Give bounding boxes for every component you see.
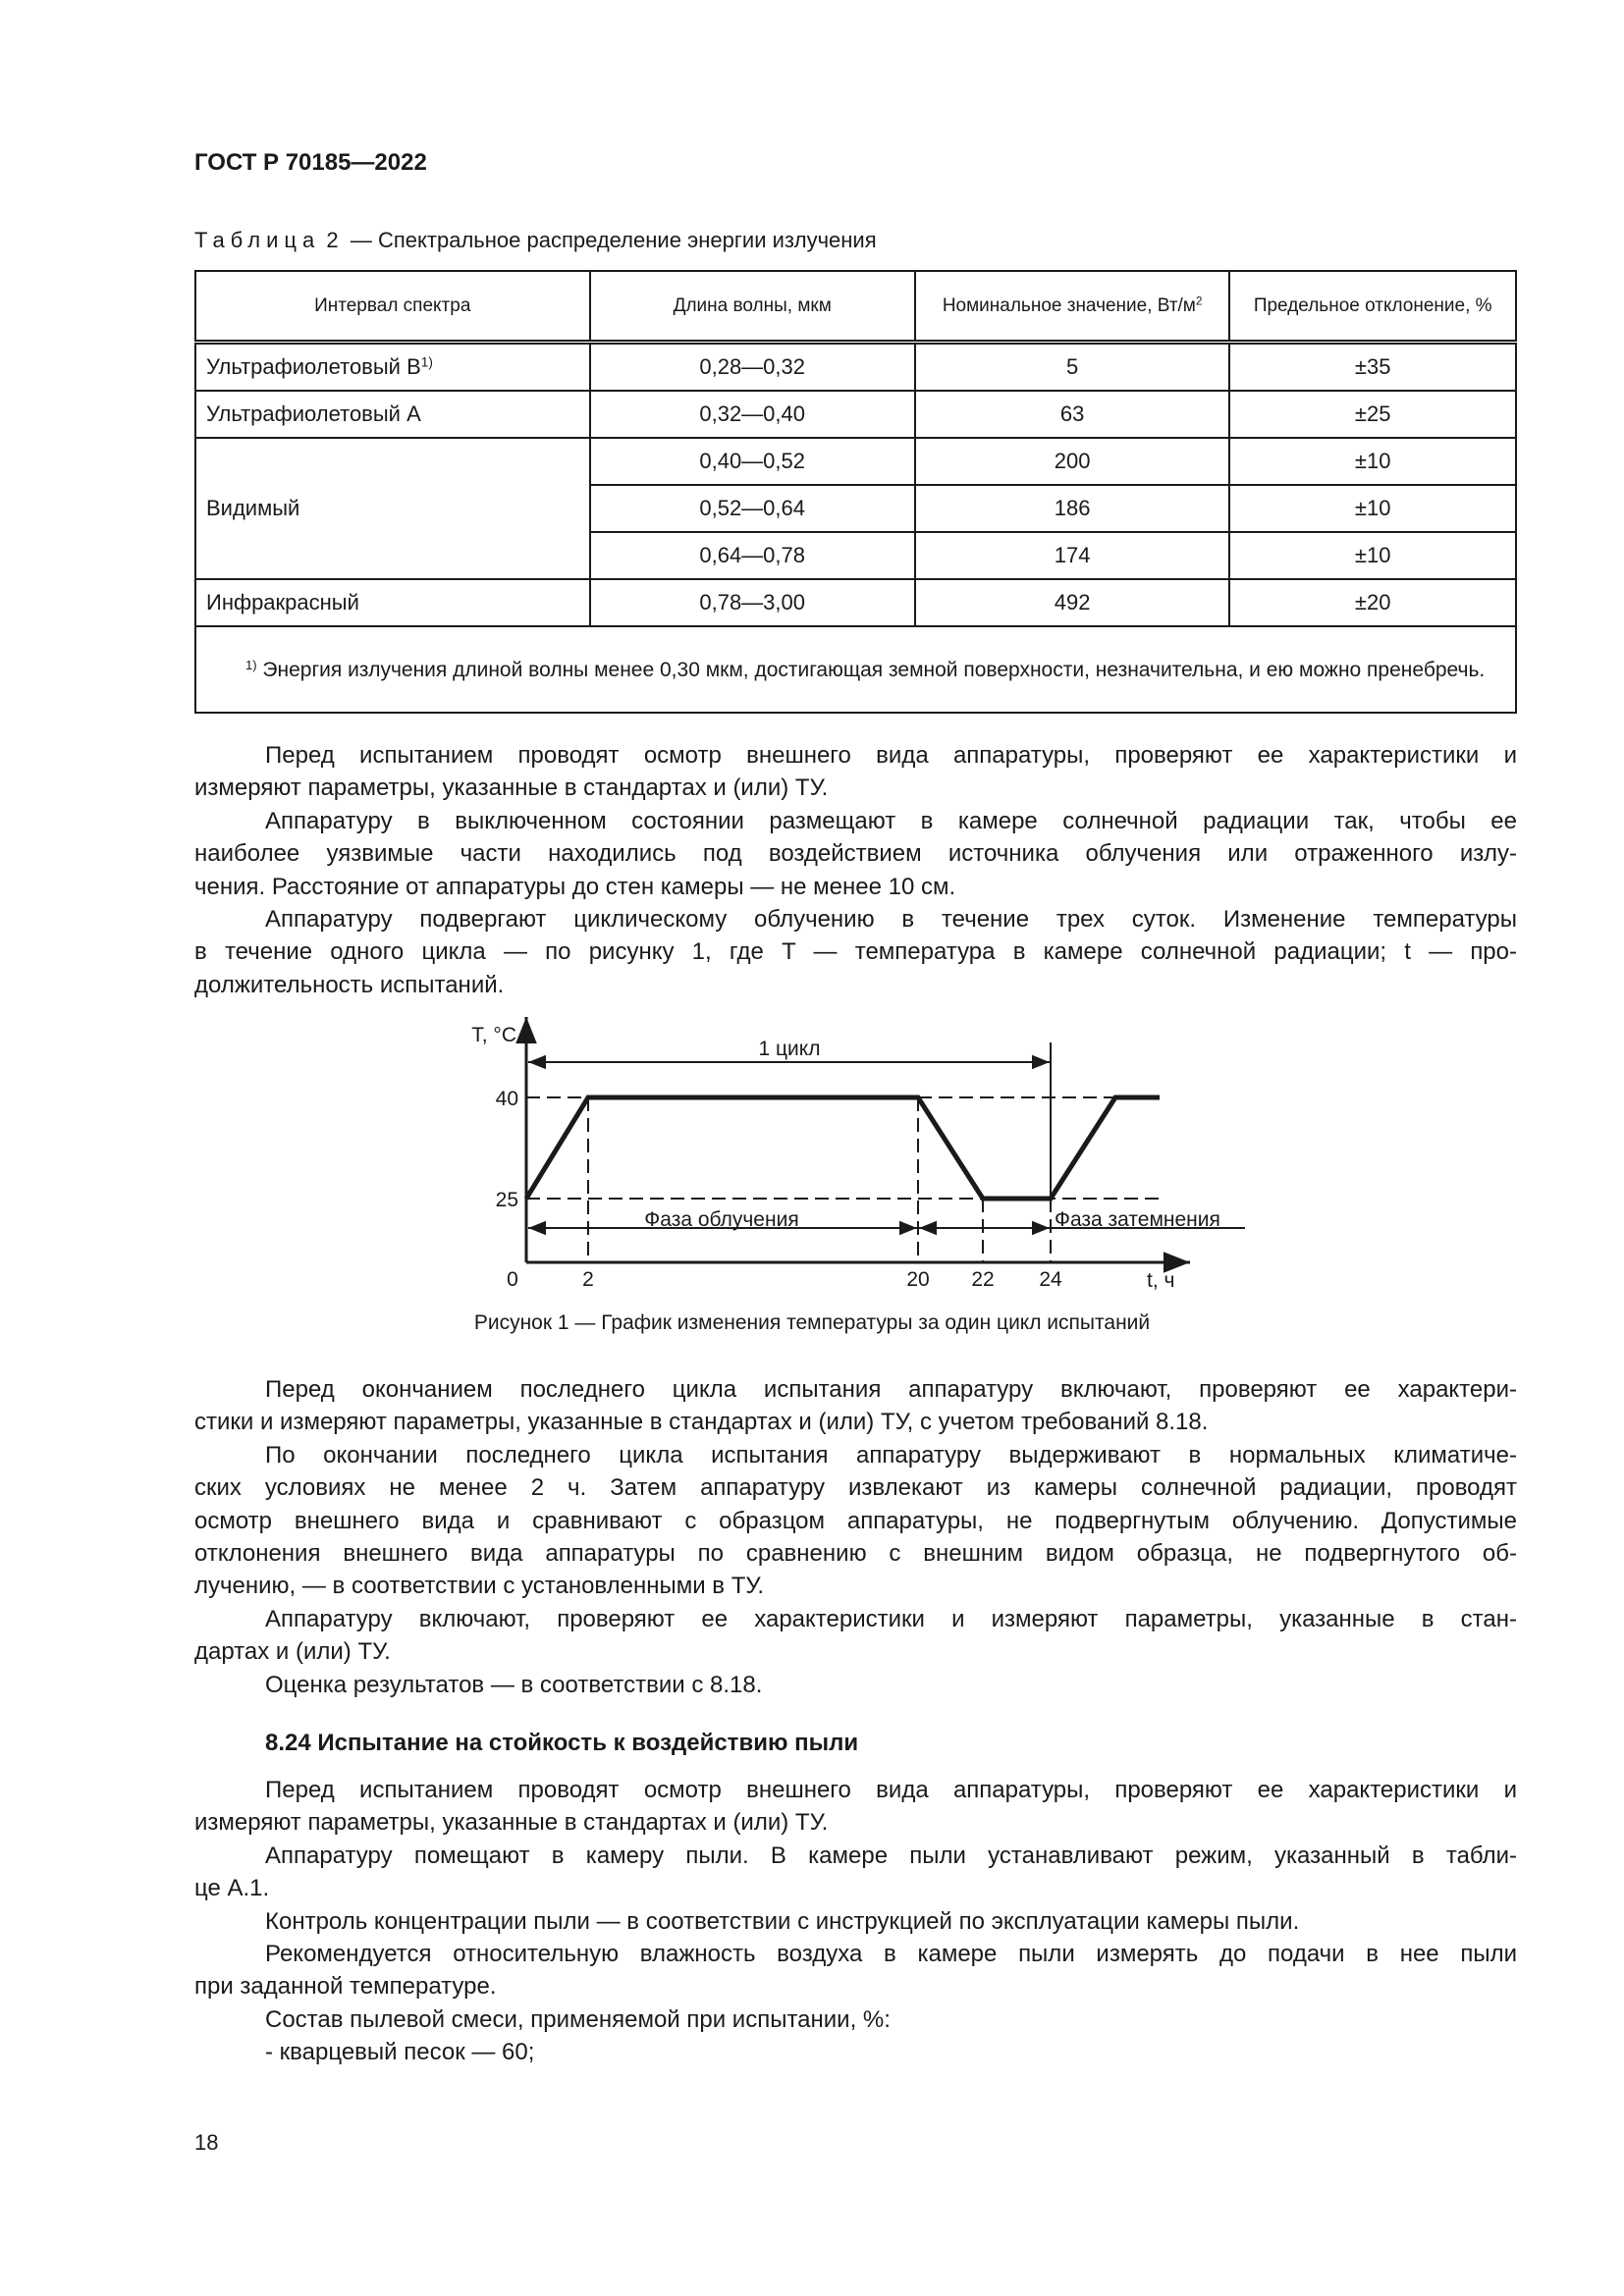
header-cell: Номинальное значение, $Вт/м^2$	[915, 271, 1230, 343]
text-line: дартах и (или) ТУ.	[194, 1638, 391, 1666]
origin-label: 0	[507, 1268, 518, 1291]
text-line: должительность испытаний.	[194, 971, 505, 998]
header-cell: Интервал спектра	[195, 271, 590, 343]
text-line: Перед испытанием проводят осмотр внешнего вида аппаратуры, проверяют ее характеристики и	[265, 742, 1517, 769]
text-line: Оценка результатов — в соответствии с 8.18.	[265, 1671, 763, 1698]
text-line: отклонения внешнего вида аппаратуры по сравнению с внешним видом образца, не подвергнутого об-	[194, 1540, 1517, 1568]
x-tick-label-20: 20	[906, 1268, 930, 1291]
text-line: Перед окончанием последнего цикла испытания аппаратуру включают, проверяют ее характери-	[265, 1376, 1517, 1403]
document-code: ГОСТ Р 70185—2022	[194, 149, 427, 176]
text-line: при заданной температуре.	[194, 1973, 497, 2001]
text-line: измеряют параметры, указанные в стандартах и (или) ТУ.	[194, 1809, 829, 1837]
text-line: Перед испытанием проводят осмотр внешнего вида аппаратуры, проверяют ее характеристики и	[265, 1777, 1517, 1803]
phase-dark-label: Фаза затемнения	[1055, 1208, 1220, 1231]
text-block-2	[194, 1373, 1517, 1701]
y-tick-label-40: 40	[495, 1088, 518, 1110]
table-caption: Таблица 2 — Спектральное распределение энергии излучения	[194, 228, 877, 252]
text-line: ских условиях не менее 2 ч. Затем аппаратуру извлекают из камеры солнечной радиации, проводят	[194, 1474, 1517, 1502]
x-axis-label: t, ч	[1147, 1269, 1175, 1292]
text-line: - кварцевый песок — 60;	[265, 2039, 535, 2066]
text-line: Аппаратуру подвергают циклическому облучению в течение трех суток. Изменение температуры	[265, 906, 1517, 934]
text-line: Контроль концентрации пыли — в соответствии с инструкцией по эксплуатации камеры пыли.	[265, 1907, 1300, 1935]
table-row: Инфракрасный 0,78—3,00 492 ±20	[195, 579, 1516, 626]
text-line: наиболее уязвимые части находились под воздействием источника облучения или отраженного излу-	[194, 840, 1517, 868]
text-line: Состав пылевой смеси, применяемой при испытании, %:	[265, 2005, 891, 2033]
text-line: Аппаратуру включают, проверяют ее характеристики и измеряют параметры, указанные в стан-	[265, 1605, 1517, 1632]
table-row: Ультрафиолетовый $В^{1)}$ 0,28—0,32 5 ±35	[195, 343, 1516, 392]
y-axis-label: T, °C	[471, 1024, 516, 1046]
table-footnote-row: $^{1)}$ Энергия излучения длиной волны менее 0,30 мкм, достигающая земной поверхности, незначительна, и ею можно пренебречь.	[195, 626, 1516, 713]
table-row: Видимый 0,40—0,52 200 ±10	[195, 438, 1516, 485]
text-line: измеряют параметры, указанные в стандартах и (или) ТУ.	[194, 774, 829, 802]
temperature-line	[526, 1097, 1160, 1199]
x-tick-label-24: 24	[1039, 1268, 1062, 1291]
text-line: лучению, — в соответствии с установленными в ТУ.	[194, 1573, 765, 1600]
text-line: Аппаратуру помещают в камеру пыли. В камере пыли устанавливают режим, указанный в табли-	[265, 1842, 1517, 1869]
table-row: Ультрафиолетовый А 0,32—0,40 63 ±25	[195, 391, 1516, 438]
x-tick-label-2: 2	[582, 1268, 594, 1291]
text-line: стики и измеряют параметры, указанные в стандартах и (или) ТУ, с учетом требований 8.18.	[194, 1409, 1209, 1436]
text-line: Рекомендуется относительную влажность воздуха в камере пыли измерять до подачи в нее пыли	[265, 1941, 1517, 1968]
text-line: По окончании последнего цикла испытания аппаратуру выдерживают в нормальных климатиче-	[265, 1441, 1517, 1468]
page-number: 18	[194, 2130, 219, 2155]
table-row: 0,64—0,78 174 ±10	[195, 532, 1516, 579]
text-block-3	[194, 1774, 1517, 2069]
header-cell: Длина волны, мкм	[590, 271, 915, 343]
text-line: Аппаратуру в выключенном состоянии размещают в камере солнечной радиации так, чтобы ее	[265, 807, 1517, 834]
phase-light-label: Фаза облучения	[644, 1208, 799, 1231]
header-cell: Предельное отклонение, %	[1229, 271, 1516, 343]
text-line: осмотр внешнего вида и сравнивают с образцом аппаратуры, не подвергнутым облучению. Допустимые	[194, 1507, 1517, 1534]
x-tick-label-22: 22	[971, 1268, 995, 1291]
text-line: чения. Расстояние от аппаратуры до стен камеры — не менее 10 см.	[194, 873, 956, 900]
section-heading: 8.24 Испытание на стойкость к воздействию пыли	[265, 1730, 859, 1756]
table-row: 0,52—0,64 186 ±10	[195, 485, 1516, 532]
y-tick-label-25: 25	[495, 1189, 518, 1211]
figure-caption: Рисунок 1 — График изменения температуры за один цикл испытаний	[473, 1311, 1151, 1334]
text-line: це А.1.	[194, 1875, 270, 1902]
cycle-label: 1 цикл	[758, 1038, 821, 1060]
text-line: в течение одного цикла — по рисунку 1, где T — температура в камере солнечной радиации; t — про-	[194, 938, 1517, 966]
